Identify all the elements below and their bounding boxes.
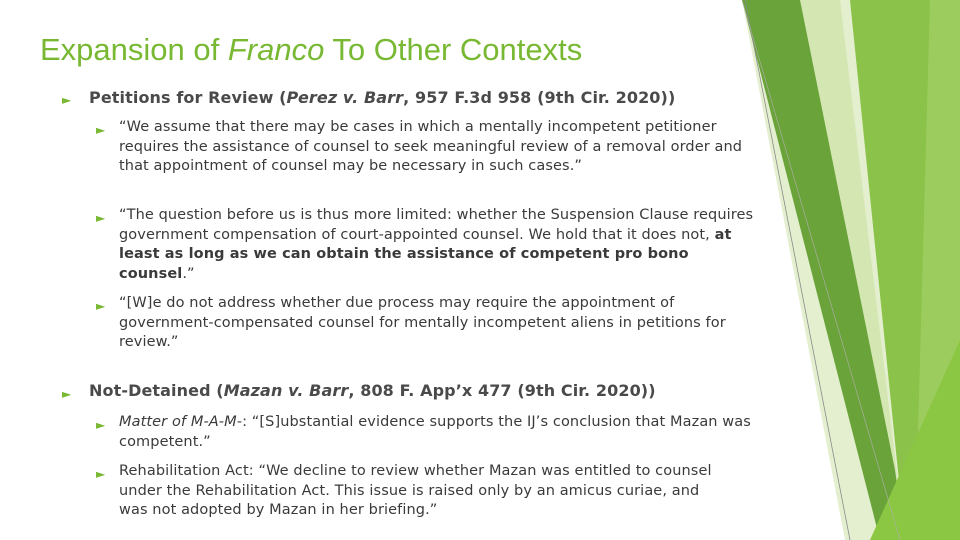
right-triangle-bullet-icon: ► (96, 299, 106, 313)
right-triangle-bullet-icon: ► (62, 387, 72, 401)
right-triangle-bullet-icon: ► (96, 211, 106, 225)
quote-item-2: “The question before us is thus more limited: whether the Suspension Clause requires government compensation of court-appointed counsel. We hold that it does not, at least as long as we can obtain the assistance of competent pro bono counsel.” (119, 207, 754, 282)
slide-title: Expansion of Franco To Other Contexts (40, 32, 583, 67)
right-triangle-bullet-icon: ► (62, 93, 72, 107)
right-triangle-bullet-icon: ► (96, 123, 106, 137)
section-heading-perez: Petitions for Review (Perez v. Barr, 957 F.3d 958 (9th Cir. 2020)) (89, 88, 676, 107)
right-triangle-bullet-icon: ► (96, 418, 106, 432)
right-triangle-bullet-icon: ► (96, 467, 106, 481)
quote-item-4: Matter of M-A-M-: “[S]ubstantial evidence supports the IJ’s conclusion that Mazan was competent.” (119, 414, 751, 450)
quote-item-1: “We assume that there may be cases in which a mentally incompetent petitioner requires the assistance of counsel to seek meaningful review of a removal order and that appointment of counsel may be necessary in such cases.” (119, 119, 743, 174)
quote-item-5: Rehabilitation Act: “We decline to review whether Mazan was entitled to counsel under the Rehabilitation Act. This issue is raised only by an amicus curiae, and was not adopted by Mazan in her briefing.” (119, 463, 712, 518)
quote-item-3: “[W]e do not address whether due process may require the appointment of government-compensated counsel for mentally incompetent aliens in petitions for review.” (119, 295, 726, 350)
section-heading-mazan: Not-Detained (Mazan v. Barr, 808 F. App’x 477 (9th Cir. 2020)) (89, 381, 656, 400)
